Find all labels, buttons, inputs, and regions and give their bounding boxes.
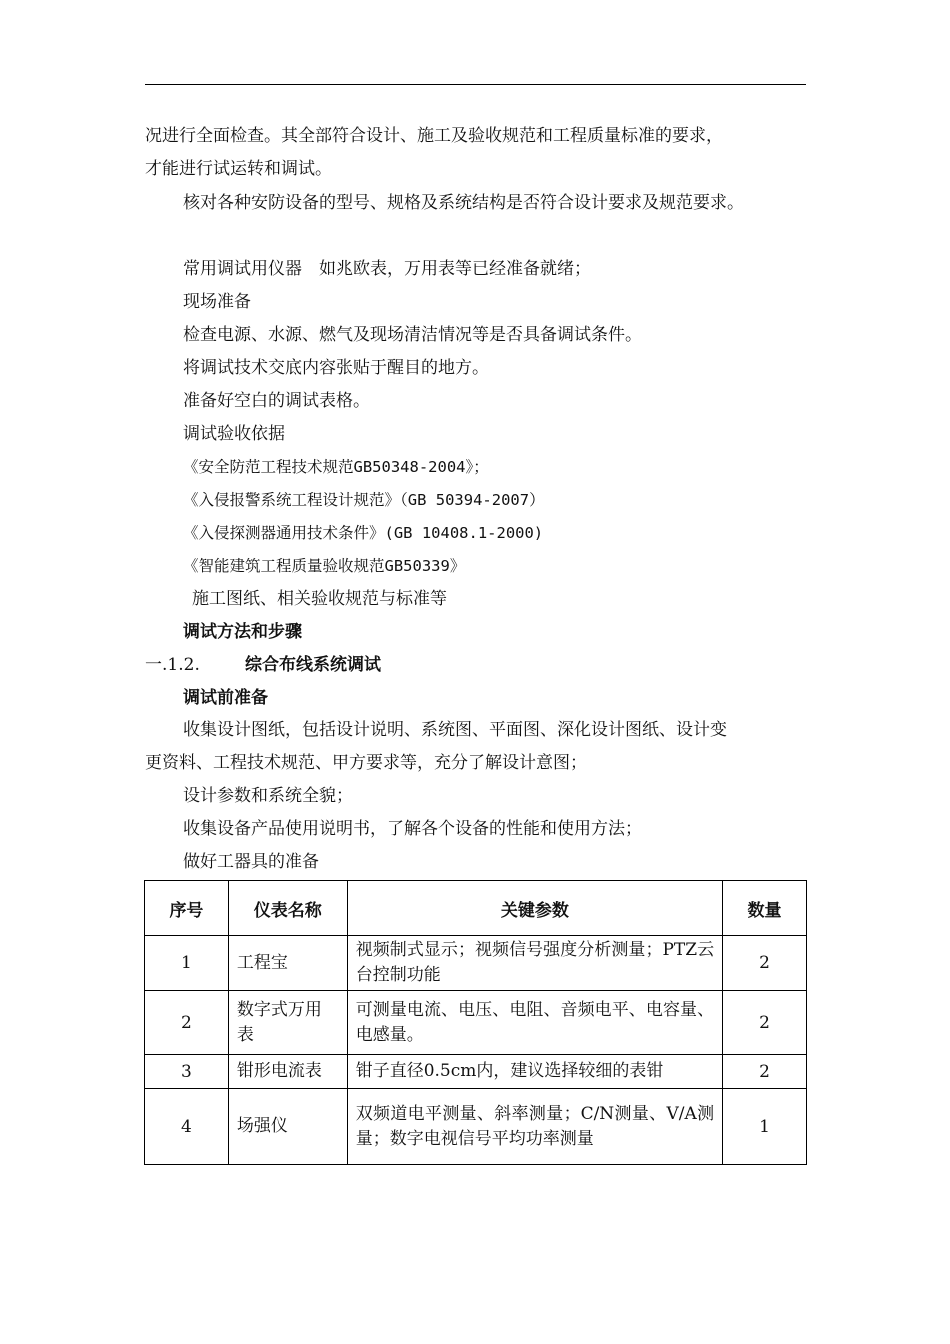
paragraph-blank-forms: 准备好空白的调试表格。 — [183, 391, 370, 411]
header-params: 关键参数 — [347, 881, 722, 936]
standard-gb50394: 《入侵报警系统工程设计规范》（GB 50394-2007） — [183, 491, 545, 509]
paragraph-continuation: 况进行全面检查。其全部符合设计、施工及验收规范和工程质量标准的要求， — [145, 126, 723, 146]
cell-no: 3 — [145, 1055, 229, 1089]
cell-qty: 2 — [723, 936, 807, 991]
header-no: 序号 — [145, 881, 229, 936]
table-row — [145, 936, 807, 991]
paragraph-manuals: 收集设备产品使用说明书，了解各个设备的性能和使用方法； — [183, 819, 642, 839]
paragraph-continuation-end: 才能进行试运转和调试。 — [145, 159, 332, 179]
cell-params: 钳子直径0.5cm内，建议选择较细的表钳 — [347, 1055, 722, 1089]
cell-name: 工程宝 — [228, 936, 347, 991]
heading-cabling-test: 综合布线系统调试 — [245, 655, 381, 675]
table-row — [145, 1089, 807, 1165]
cell-no: 4 — [145, 1089, 229, 1165]
standard-gb10408: 《入侵探测器通用技术条件》(GB 10408.1-2000) — [183, 524, 544, 542]
cell-params: 双频道电平测量、斜率测量；C/N测量、V/A测量；数字电视信号平均功率测量 — [347, 1089, 722, 1165]
header-qty: 数量 — [723, 881, 807, 936]
paragraph-instruments: 常用调试用仪器 如兆欧表，万用表等已经准备就绪； — [183, 259, 591, 279]
instrument-table — [144, 880, 807, 1165]
heading-number: 一.1.2. — [145, 655, 200, 675]
cell-params: 视频制式显示；视频信号强度分析测量；PTZ云台控制功能 — [347, 936, 722, 991]
table-row — [145, 991, 807, 1055]
cell-no: 1 — [145, 936, 229, 991]
cell-qty: 2 — [723, 991, 807, 1055]
standard-gb50348: 《安全防范工程技术规范GB50348-2004》； — [183, 458, 489, 476]
cell-no: 2 — [145, 991, 229, 1055]
paragraph-acceptance-basis: 调试验收依据 — [183, 424, 285, 444]
cell-name: 钳形电流表 — [228, 1055, 347, 1089]
header-name: 仪表名称 — [228, 881, 347, 936]
table-header-row — [145, 881, 807, 936]
heading-preparation: 调试前准备 — [183, 688, 268, 708]
table-row — [145, 1055, 807, 1089]
paragraph-check-utilities: 检查电源、水源、燃气及现场清洁情况等是否具备调试条件。 — [183, 325, 642, 345]
paragraph-design-params: 设计参数和系统全貌； — [183, 786, 353, 806]
standard-gb50339: 《智能建筑工程质量验收规范GB50339》 — [183, 557, 466, 575]
paragraph-tools: 做好工器具的准备 — [183, 852, 319, 872]
cell-name: 数字式万用表 — [228, 991, 347, 1055]
heading-methods: 调试方法和步骤 — [183, 622, 302, 642]
header-rule — [145, 84, 806, 85]
paragraph-collect-drawings: 收集设计图纸，包括设计说明、系统图、平面图、深化设计图纸、设计变 — [183, 720, 727, 740]
cell-qty: 1 — [723, 1089, 807, 1165]
cell-name: 场强仪 — [228, 1089, 347, 1165]
cell-params: 可测量电流、电压、电阻、音频电平、电容量、电感量。 — [347, 991, 722, 1055]
cell-qty: 2 — [723, 1055, 807, 1089]
paragraph-check-models: 核对各种安防设备的型号、规格及系统结构是否符合设计要求及规范要求。 — [183, 193, 744, 213]
paragraph-drawings: 施工图纸、相关验收规范与标准等 — [192, 589, 447, 609]
paragraph-site-prep: 现场准备 — [183, 292, 251, 312]
paragraph-collect-drawings-cont: 更资料、工程技术规范、甲方要求等，充分了解设计意图； — [145, 753, 587, 773]
paragraph-post-disclosure: 将调试技术交底内容张贴于醒目的地方。 — [183, 358, 489, 378]
